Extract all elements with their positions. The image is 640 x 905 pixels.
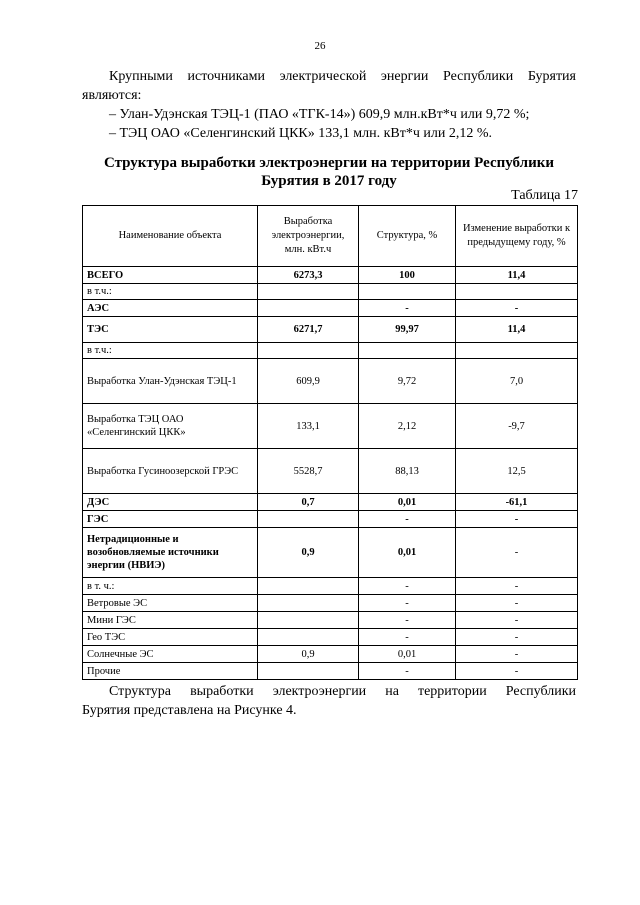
table-row <box>83 300 578 317</box>
cell-name: ВСЕГО <box>83 267 258 284</box>
cell-output <box>258 578 359 595</box>
cell-output: 609,9 <box>258 359 359 404</box>
cell-change: - <box>456 663 578 680</box>
table-row <box>83 449 578 494</box>
cell-name: ДЭС <box>83 494 258 511</box>
table-row <box>83 578 578 595</box>
cell-output <box>258 629 359 646</box>
cell-change: -9,7 <box>456 404 578 449</box>
cell-name: Ветровые ЭС <box>83 595 258 612</box>
closing-line-2: Бурятия представлена на Рисунке 4. <box>82 703 297 718</box>
cell-share: 2,12 <box>359 404 456 449</box>
cell-change: - <box>456 612 578 629</box>
cell-share: - <box>359 629 456 646</box>
cell-share <box>359 343 456 359</box>
table-row <box>83 317 578 343</box>
list-item-selenga: – ТЭЦ ОАО «Селенгинский ЦКК» 133,1 млн. кВт*ч или 2,12 %. <box>109 126 493 141</box>
cell-share: - <box>359 300 456 317</box>
cell-share: 0,01 <box>359 528 456 578</box>
cell-share: 0,01 <box>359 494 456 511</box>
cell-share: 100 <box>359 267 456 284</box>
cell-name: Выработка ТЭЦ ОАО «Селенгинский ЦКК» <box>83 404 258 449</box>
page-number: 26 <box>314 40 326 52</box>
cell-change <box>456 284 578 300</box>
cell-name: в т.ч.: <box>83 343 258 359</box>
cell-change: 11,4 <box>456 317 578 343</box>
cell-change: - <box>456 578 578 595</box>
cell-output <box>258 511 359 528</box>
table-row <box>83 267 578 284</box>
table-label: Таблица 17 <box>511 188 578 203</box>
cell-change: - <box>456 595 578 612</box>
cell-output <box>258 663 359 680</box>
cell-name: Прочие <box>83 663 258 680</box>
cell-change: -61,1 <box>456 494 578 511</box>
cell-change: - <box>456 300 578 317</box>
cell-change: - <box>456 528 578 578</box>
cell-share: 9,72 <box>359 359 456 404</box>
cell-change: 11,4 <box>456 267 578 284</box>
table-header-row <box>83 206 578 267</box>
table-heading <box>82 154 576 190</box>
cell-output <box>258 595 359 612</box>
cell-share: 88,13 <box>359 449 456 494</box>
table-row <box>83 595 578 612</box>
cell-share: - <box>359 595 456 612</box>
cell-change <box>456 343 578 359</box>
table-row <box>83 494 578 511</box>
cell-share: 0,01 <box>359 646 456 663</box>
table-row <box>83 343 578 359</box>
table-row <box>83 528 578 578</box>
cell-change: - <box>456 629 578 646</box>
cell-share: - <box>359 578 456 595</box>
cell-name: Солнечные ЭС <box>83 646 258 663</box>
table-row <box>83 663 578 680</box>
cell-output: 5528,7 <box>258 449 359 494</box>
table-row <box>83 612 578 629</box>
intro-line-1: Крупными источниками электрической энергии Республики Бурятия <box>109 69 576 84</box>
header-output: Выработка электроэнергии, млн. кВт.ч <box>258 206 359 267</box>
cell-output <box>258 612 359 629</box>
table-row <box>83 629 578 646</box>
cell-name: Выработка Улан-Удэнская ТЭЦ-1 <box>83 359 258 404</box>
cell-output <box>258 343 359 359</box>
cell-name: ГЭС <box>83 511 258 528</box>
intro-line-2: являются: <box>82 88 142 103</box>
cell-name: в т. ч.: <box>83 578 258 595</box>
list-item-tec1: – Улан-Удэнская ТЭЦ-1 (ПАО «ТГК-14») 609,9 млн.кВт*ч или 9,72 %; <box>109 107 530 122</box>
cell-share: - <box>359 511 456 528</box>
cell-output: 6273,3 <box>258 267 359 284</box>
cell-output <box>258 300 359 317</box>
cell-output: 133,1 <box>258 404 359 449</box>
cell-share: 99,97 <box>359 317 456 343</box>
cell-output: 0,9 <box>258 528 359 578</box>
cell-output <box>258 284 359 300</box>
table-row <box>83 284 578 300</box>
header-share: Структура, % <box>359 206 456 267</box>
closing-line-1: Структура выработки электроэнергии на территории Республики <box>109 684 576 699</box>
table-row <box>83 646 578 663</box>
cell-name: АЭС <box>83 300 258 317</box>
cell-change: 12,5 <box>456 449 578 494</box>
table-row <box>83 511 578 528</box>
cell-share <box>359 284 456 300</box>
cell-name: в т.ч.: <box>83 284 258 300</box>
cell-name: Выработка Гусиноозерской ГРЭС <box>83 449 258 494</box>
cell-output: 0,9 <box>258 646 359 663</box>
cell-name: ТЭС <box>83 317 258 343</box>
table-row <box>83 404 578 449</box>
cell-change: 7,0 <box>456 359 578 404</box>
cell-name: Мини ГЭС <box>83 612 258 629</box>
cell-change: - <box>456 646 578 663</box>
cell-change: - <box>456 511 578 528</box>
cell-output: 6271,7 <box>258 317 359 343</box>
energy-structure-table <box>82 205 578 680</box>
table-row <box>83 359 578 404</box>
heading-line-1: Структура выработки электроэнергии на территории Республики <box>103 155 555 171</box>
header-name: Наименование объекта <box>83 206 258 267</box>
cell-share: - <box>359 612 456 629</box>
cell-name: Нетрадиционные и возобновляемые источники энергии (НВИЭ) <box>83 528 258 578</box>
cell-name: Гео ТЭС <box>83 629 258 646</box>
cell-output: 0,7 <box>258 494 359 511</box>
cell-share: - <box>359 663 456 680</box>
header-change: Изменение выработки к предыдущему году, % <box>456 206 578 267</box>
heading-line-2: Бурятия в 2017 году <box>261 173 397 189</box>
